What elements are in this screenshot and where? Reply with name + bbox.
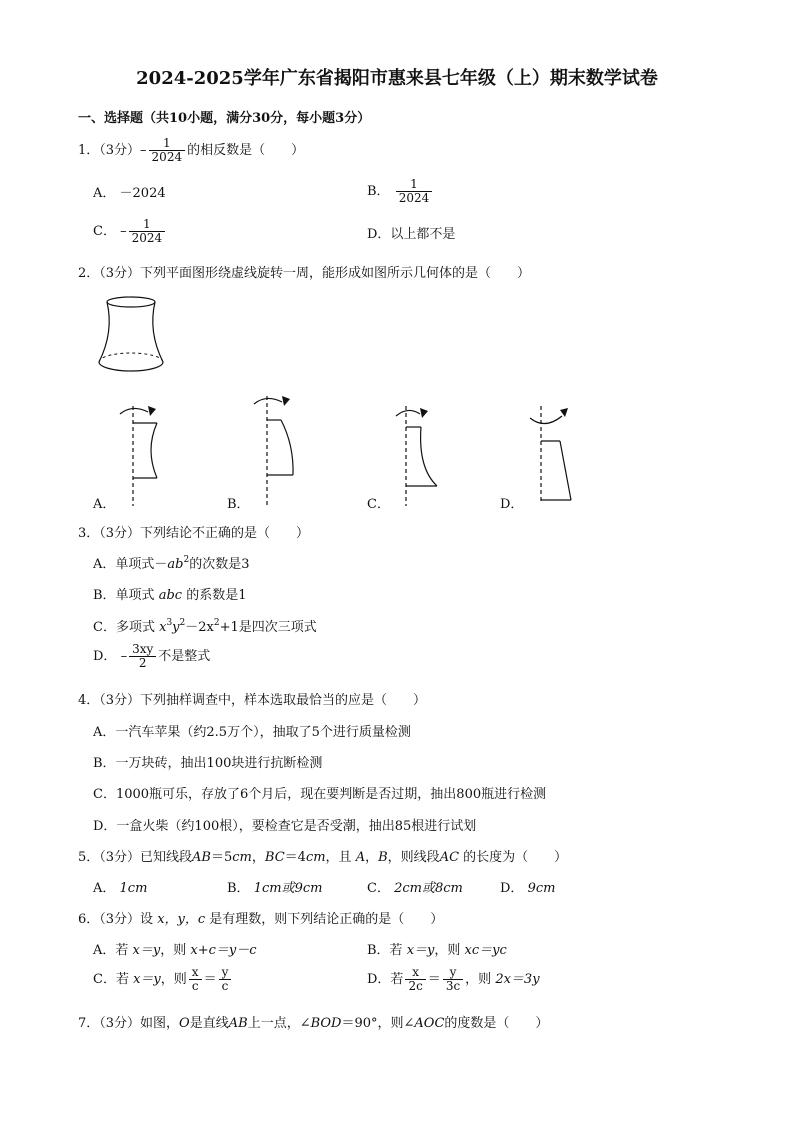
option-a-figure: [112, 400, 172, 510]
question-5-option-c: C． 2cm或8cm: [367, 881, 463, 896]
question-4-stem: 4．（3分）下列抽样调查中，样本选取最恰当的应是（ ）: [78, 693, 427, 708]
option-b-figure: [250, 390, 310, 510]
option-c-label: C．: [367, 497, 390, 512]
question-3-option-a: A．单项式$-ab^2$的次数是3: [93, 555, 250, 572]
question-7-stem: 7．（3分）如图，O是直线AB上一点，∠BOD＝90°，则∠AOC的度数是（ ）: [78, 1016, 549, 1031]
option-d-label: D．: [500, 497, 524, 512]
question-1-stem: 1．（3分）– $\frac{1}{2024}$ 的相反数是（ ）: [78, 137, 304, 164]
question-5-option-d: D． 9cm: [500, 881, 556, 896]
question-5-option-b: B． 1cm或9cm: [227, 881, 323, 896]
question-4-option-b: B．一万块砖，抽出100块进行抗断检测: [93, 756, 323, 771]
question-1-option-c: C． – $\frac{1}{2024}$: [93, 218, 167, 245]
question-3-option-b: B．单项式 abc 的系数是1: [93, 588, 247, 603]
question-5-option-a: A． 1cm: [93, 881, 148, 896]
question-6-option-b: B．若 x＝y，则 xc＝yc: [367, 943, 507, 958]
question-1-option-b: B． $\frac{1}{2024}$: [367, 178, 434, 205]
question-3-option-c: C．多项式 $x^3y^2-2x^2+1$是四次三项式: [93, 618, 317, 635]
solid-figure: [92, 292, 172, 377]
question-6-stem: 6．（3分）设 x，y，c 是有理数，则下列结论正确的是（ ）: [78, 912, 444, 927]
question-1-option-d: D．以上都不是: [367, 227, 456, 242]
question-3-stem: 3．（3分）下列结论不正确的是（ ）: [78, 526, 310, 541]
question-6-option-d: D．若 $\frac{x}{2c}$ ＝ $\frac{y}{3c}$ ，则 2x＝3y: [367, 965, 540, 993]
question-4-option-a: A．一汽车苹果（约2.5万个），抽取了5个进行质量检测: [93, 725, 411, 740]
question-5-stem: 5．（3分）已知线段AB＝5cm，BC＝4cm，且 A，B，则线段AC 的长度为（ ）: [78, 850, 568, 865]
option-c-figure: [390, 400, 450, 510]
option-d-figure: [520, 400, 590, 510]
question-1-option-a: A． －2024: [93, 186, 166, 201]
section-heading-choice: 一、选择题（共10小题，满分30分，每小题3分）: [78, 111, 371, 126]
question-3-option-d: D． – $\frac{3xy}{2}$ 不是整式: [93, 643, 210, 670]
fraction: $\frac{1}{2024}$: [149, 137, 186, 164]
question-6-option-c: C．若 x＝y，则 $\frac{x}{c}$ ＝ $\frac{y}{c}$: [93, 966, 233, 993]
option-b-label: B．: [227, 497, 250, 512]
question-6-option-a: A．若 x＝y，则 x+c＝y－c: [93, 943, 257, 958]
question-2-stem: 2．（3分）下列平面图形绕虚线旋转一周，能形成如图所示几何体的是（ ）: [78, 266, 531, 281]
exam-title: 2024-2025学年广东省揭阳市惠来县七年级（上）期末数学试卷: [136, 68, 658, 89]
question-4-option-d: D．一盒火柴（约100根），要检查它是否受潮，抽出85根进行试划: [93, 819, 477, 834]
option-a-label: A．: [93, 497, 116, 512]
question-4-option-c: C．1000瓶可乐，存放了6个月后，现在要判断是否过期，抽出800瓶进行检测: [93, 787, 547, 802]
